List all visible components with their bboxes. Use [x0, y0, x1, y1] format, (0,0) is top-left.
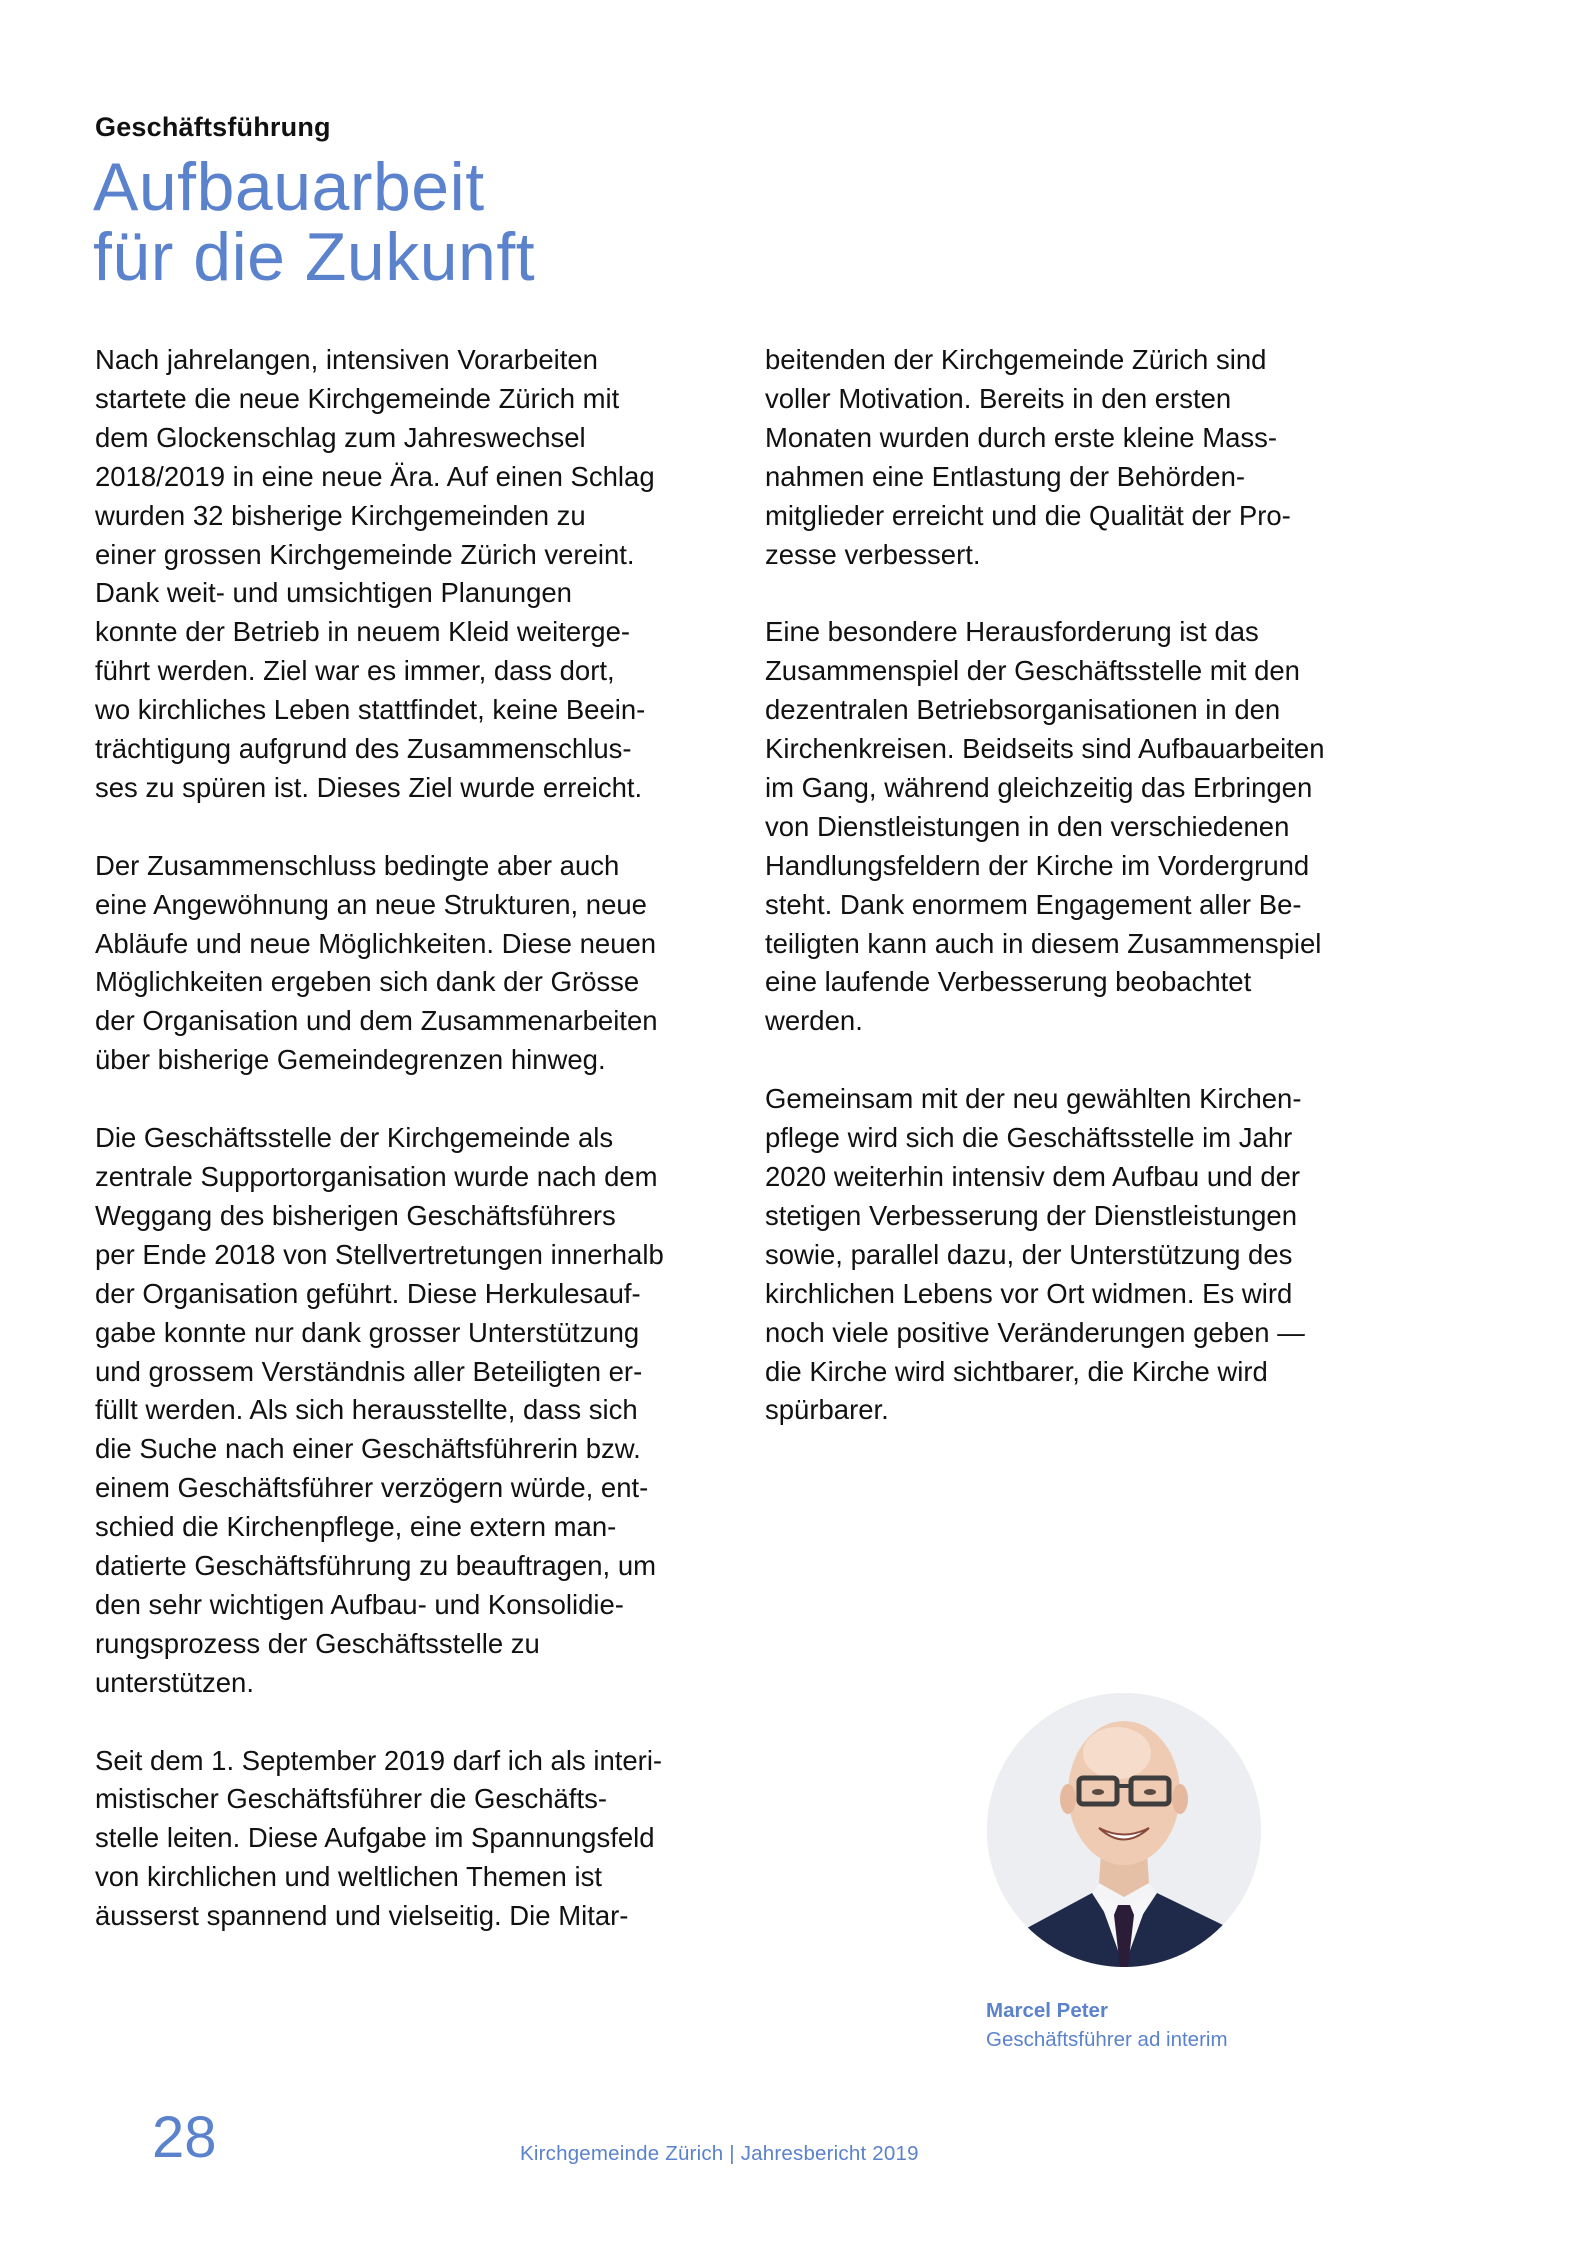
text-line: Seit dem 1. September 2019 darf ich als interi- [95, 1744, 663, 1776]
text-line: Zusammenspiel der Geschäftsstelle mit den [765, 655, 1300, 687]
person-name: Marcel Peter [986, 1999, 1108, 2022]
text-line: von Dienstleistungen in den verschiedenen [765, 810, 1290, 842]
text-line: der Organisation und dem Zusammenarbeiten [95, 1005, 658, 1037]
text-line: Weggang des bisherigen Geschäftsführers [95, 1199, 616, 1231]
text-line: startete die neue Kirchgemeinde Zürich mit [95, 382, 620, 414]
text-line: und grossem Verständnis aller Beteiligten er- [95, 1355, 643, 1387]
footer-publication: Kirchgemeinde Zürich | Jahresbericht 2019 [520, 2142, 919, 2165]
page-title-line: für die Zukunft [93, 219, 536, 295]
person-role: Geschäftsführer ad interim [986, 2028, 1228, 2051]
text-line: Monaten wurden durch erste kleine Mass- [765, 421, 1278, 453]
text-line: führt werden. Ziel war es immer, dass dort, [95, 655, 615, 687]
page-title-line: Aufbauarbeit [93, 149, 485, 225]
text-line: Die Geschäftsstelle der Kirchgemeinde als [95, 1122, 614, 1154]
person-portrait-icon [987, 1693, 1261, 1967]
text-line: einer grossen Kirchgemeinde Zürich vereint. [95, 538, 635, 570]
portrait-caption [986, 1996, 1228, 2054]
text-line: teiligten kann auch in diesem Zusammenspiel [765, 927, 1322, 959]
eye-left [1092, 1789, 1104, 1795]
text-line: trächtigung aufgrund des Zusammenschlus- [95, 733, 632, 765]
text-line: den sehr wichtigen Aufbau- und Konsolidie- [95, 1588, 624, 1620]
text-line: pflege wird sich die Geschäftsstelle im Jahr [765, 1122, 1293, 1154]
text-line: mistischer Geschäftsführer die Geschäfts- [95, 1783, 607, 1815]
article-paragraph [765, 613, 1405, 1041]
text-line: nahmen eine Entlastung der Behörden- [765, 460, 1246, 492]
head-highlight [1083, 1727, 1151, 1779]
text-line: rungsprozess der Geschäftsstelle zu [95, 1627, 540, 1659]
text-line: zesse verbessert. [765, 538, 981, 570]
text-line: Abläufe und neue Möglichkeiten. Diese neuen [95, 927, 657, 959]
text-line: 2020 weiterhin intensiv dem Aufbau und der [765, 1161, 1301, 1192]
text-line: sowie, parallel dazu, der Unterstützung des [765, 1238, 1293, 1270]
text-line: Gemeinsam mit der neu gewählten Kirchen- [765, 1083, 1302, 1115]
text-line: Dank weit- und umsichtigen Planungen [95, 577, 572, 609]
text-line: noch viele positive Veränderungen geben — [765, 1316, 1305, 1348]
article-column-right [765, 341, 1405, 1469]
text-line: der Organisation geführt. Diese Herkulesauf- [95, 1277, 641, 1309]
text-line: Nach jahrelangen, intensiven Vorarbeiten [95, 344, 598, 375]
article-paragraph [765, 1080, 1405, 1430]
text-line: dezentralen Betriebsorganisationen in den [765, 694, 1281, 726]
text-line: wurden 32 bisherige Kirchgemeinden zu [95, 499, 586, 531]
text-line: die Kirche wird sichtbarer, die Kirche wird [765, 1355, 1268, 1387]
text-line: die Suche nach einer Geschäftsführerin bzw. [95, 1433, 641, 1465]
text-line: kirchlichen Lebens vor Ort widmen. Es wird [765, 1277, 1293, 1309]
ear-right [1172, 1784, 1188, 1814]
article-paragraph [95, 1119, 735, 1703]
text-line: Eine besondere Herausforderung ist das [765, 616, 1259, 648]
text-line: konnte der Betrieb in neuem Kleid weiterge- [95, 616, 631, 648]
text-line: voller Motivation. Bereits in den ersten [765, 382, 1232, 414]
text-line: datierte Geschäftsführung zu beauftragen, um [95, 1550, 657, 1582]
text-line: einem Geschäftsführer verzögern würde, ent- [95, 1472, 649, 1504]
article-paragraph [95, 1742, 735, 1937]
text-line: per Ende 2018 von Stellvertretungen innerhalb [95, 1238, 664, 1270]
text-line: mitglieder erreicht und die Qualität der Pro- [765, 499, 1291, 531]
text-line: über bisherige Gemeindegrenzen hinweg. [95, 1044, 606, 1076]
text-line: im Gang, während gleichzeitig das Erbringen [765, 771, 1313, 803]
text-line: stelle leiten. Diese Aufgabe im Spannungsfeld [95, 1822, 655, 1854]
ear-left [1060, 1784, 1076, 1814]
article-paragraph [765, 341, 1405, 574]
text-line: wo kirchliches Leben stattfindet, keine Beein- [95, 694, 646, 726]
text-line: eine laufende Verbesserung beobachtet [765, 966, 1252, 998]
text-line: werden. [765, 1005, 863, 1037]
text-line: stetigen Verbesserung der Dienstleistungen [765, 1199, 1298, 1231]
text-line: eine Angewöhnung an neue Strukturen, neue [95, 888, 647, 920]
text-line: Möglichkeiten ergeben sich dank der Grösse [95, 966, 640, 998]
text-line: äusserst spannend und vielseitig. Die Mitar- [95, 1900, 629, 1932]
text-line: Handlungsfeldern der Kirche im Vordergrund [765, 849, 1310, 881]
text-line: gabe konnte nur dank grosser Unterstützung [95, 1316, 640, 1348]
text-line: von kirchlichen und weltlichen Themen ist [95, 1861, 602, 1893]
text-line: füllt werden. Als sich herausstellte, dass sich [95, 1394, 638, 1426]
text-line: ses zu spüren ist. Dieses Ziel wurde erreicht. [95, 771, 643, 803]
text-line: beitenden der Kirchgemeinde Zürich sind [765, 344, 1267, 375]
article-paragraph [95, 341, 735, 808]
text-line: Der Zusammenschluss bedingte aber auch [95, 849, 620, 881]
text-line: steht. Dank enormem Engagement aller Be- [765, 888, 1302, 920]
page-number: 28 [152, 2105, 217, 2170]
text-line: Kirchenkreisen. Beidseits sind Aufbauarbeiten [765, 733, 1325, 765]
text-line: schied die Kirchenpflege, eine extern man- [95, 1511, 617, 1543]
section-label: Geschäftsführung [95, 112, 331, 142]
portrait-photo [987, 1693, 1261, 1967]
article-column-left [95, 341, 735, 1975]
text-line: spürbarer. [765, 1394, 889, 1426]
page-title [93, 149, 536, 295]
text-line: zentrale Supportorganisation wurde nach dem [95, 1161, 658, 1192]
article-paragraph [95, 847, 735, 1080]
text-line: dem Glockenschlag zum Jahreswechsel [95, 421, 586, 453]
text-line: 2018/2019 in eine neue Ära. Auf einen Schlag [95, 460, 655, 492]
text-line: unterstützen. [95, 1666, 254, 1698]
eye-right [1144, 1789, 1156, 1795]
